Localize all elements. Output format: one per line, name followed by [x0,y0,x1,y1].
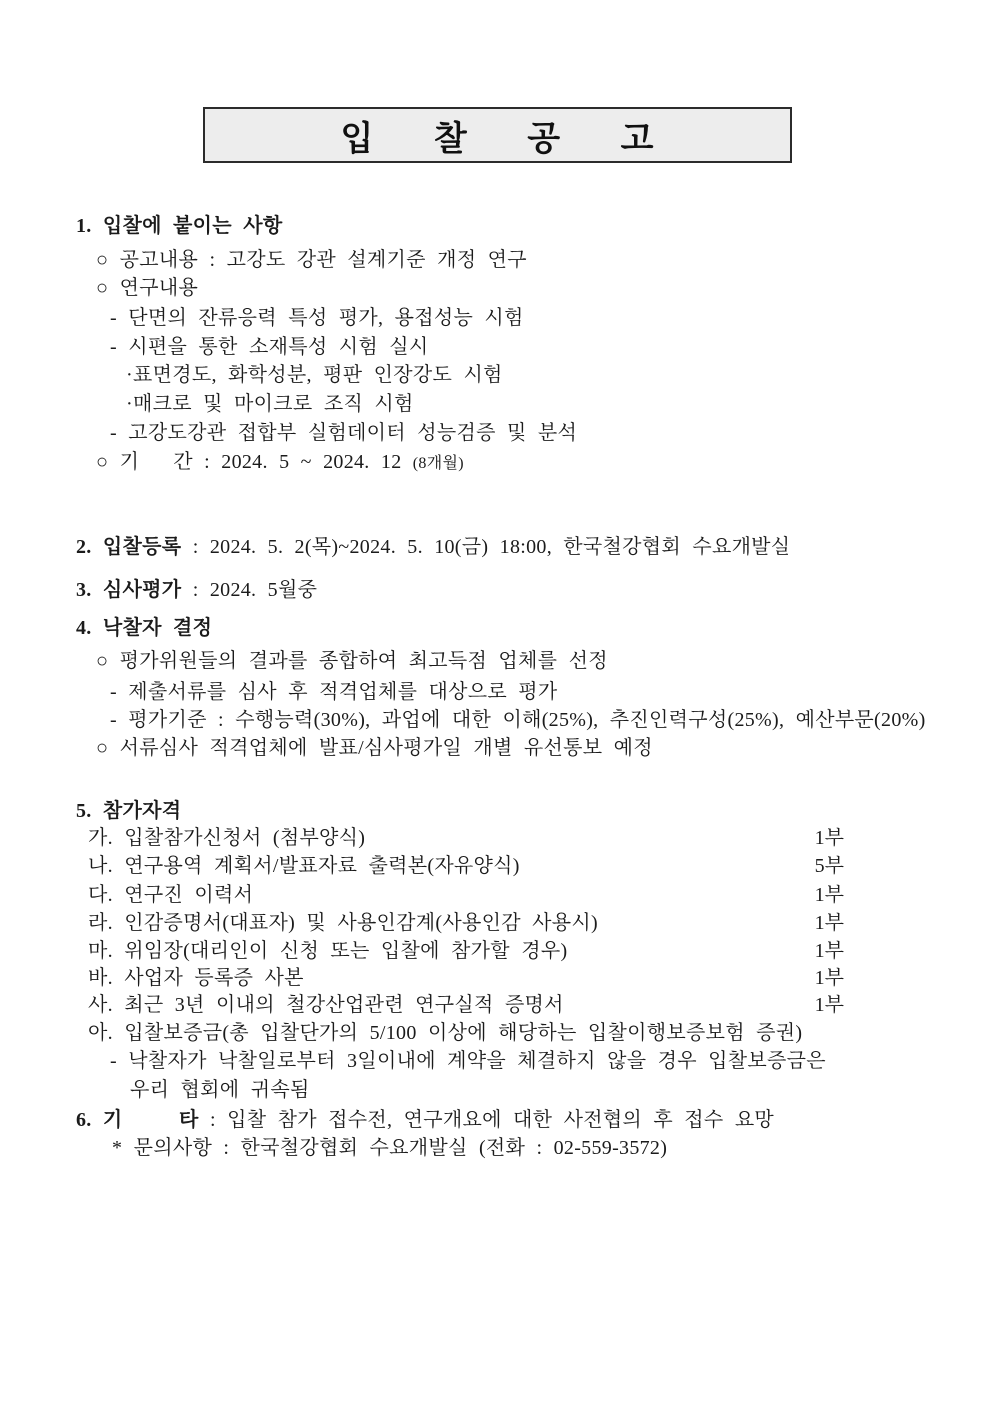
text-line [88,994,564,1017]
text-segment: 사. 최근 3년 이내의 철강산업관련 연구실적 증명서 [88,994,564,1016]
text-line [76,536,790,559]
text-segment: 우리 협회에 귀속됨 [130,1079,310,1101]
text-segment: 나. 연구용역 계획서/발표자료 출력본(자유양식) [88,855,520,877]
text-line [130,1079,310,1102]
text-line [88,855,520,878]
text-segment: 6. 기 타 [76,1109,199,1131]
text-line [96,451,464,475]
text-line [126,393,414,416]
text-segment: 4. 낙찰자 결정 [76,617,213,639]
text-line [96,277,198,300]
text-segment: : 2024. 5월중 [181,579,318,601]
text-line [110,336,429,359]
text-segment: 다. 연구진 이력서 [88,884,254,906]
copy-count: 1부 [814,940,844,962]
text-line [76,215,282,238]
text-line [88,827,365,850]
copy-count: 1부 [814,884,844,906]
text-line [96,249,527,272]
text-line [96,737,653,760]
text-line [110,709,926,732]
text-line [110,1050,826,1073]
copy-count: 5부 [814,855,844,877]
text-line [110,681,558,704]
text-segment: (8개월) [412,455,464,472]
text-segment: 바. 사업자 등록증 사본 [88,967,304,989]
text-line [88,967,304,990]
text-line [110,307,524,330]
text-segment: ○ 평가위원들의 결과를 종합하여 최고득점 업체를 선정 [96,650,608,672]
text-line [88,884,253,907]
text-segment: : 입찰 참가 접수전, 연구개요에 대한 사전협의 후 접수 요망 [198,1109,775,1131]
text-segment: ○ 공고내용 : 고강도 강관 설계기준 개정 연구 [96,249,527,271]
text-line [76,800,181,823]
text-line [126,364,503,387]
text-line [112,1137,667,1160]
text-segment: 아. 입찰보증금(총 입찰단가의 5/100 이상에 해당하는 입찰이행보증보험 증권) [88,1022,803,1044]
text-segment: 가. 입찰참가신청서 (첨부양식) [88,827,366,849]
copy-count: 1부 [814,827,844,849]
text-line [76,579,317,602]
document-title: 입 찰 공 고 [340,120,655,158]
text-segment: 마. 위임장(대리인이 신청 또는 입찰에 참가할 경우) [88,940,568,962]
text-segment: ○ 서류심사 적격업체에 발표/심사평가일 개별 유선통보 예정 [96,737,653,759]
text-segment: ·표면경도, 화학성분, 평판 인장강도 시험 [126,364,503,386]
text-segment: 3. 심사평가 [76,579,182,601]
text-line [76,617,212,640]
text-line [88,912,598,935]
text-segment: - 평가기준 : 수행능력(30%), 과업에 대한 이해(25%), 추진인력구성(25%), 예산부문(20%) [110,709,926,731]
copy-count: 1부 [814,912,844,934]
text-segment: - 시편을 통한 소재특성 시험 실시 [110,336,429,358]
text-segment: - 제출서류를 심사 후 적격업체를 대상으로 평가 [110,681,558,703]
text-segment: * 문의사항 : 한국철강협회 수요개발실 (전화 : 02-559-3572) [112,1137,668,1159]
text-segment: ·매크로 및 마이크로 조직 시험 [126,393,414,415]
text-segment: 5. 참가자격 [76,800,182,822]
text-segment: - 낙찰자가 낙찰일로부터 3일이내에 계약을 체결하지 않을 경우 입찰보증금은 [110,1050,826,1072]
title-box [203,107,792,163]
copy-count: 1부 [814,967,844,989]
text-line [88,1022,802,1045]
text-segment: ○ 기 간 : 2024. 5 ~ 2024. 12 [96,451,413,473]
text-line [88,940,567,963]
text-line [110,422,577,445]
text-segment: 1. 입찰에 붙이는 사항 [76,215,283,237]
text-segment: 라. 인감증명서(대표자) 및 사용인감계(사용인감 사용시) [88,912,598,934]
text-segment: - 고강도강관 접합부 실험데이터 성능검증 및 분석 [110,422,578,444]
text-segment: 2. 입찰등록 [76,536,182,558]
text-segment: - 단면의 잔류응력 특성 평가, 용접성능 시험 [110,307,524,329]
text-line [76,1109,774,1132]
text-line [96,650,608,673]
copy-count: 1부 [814,994,844,1016]
text-segment: : 2024. 5. 2(목)~2024. 5. 10(금) 18:00, 한국철강협회 수요개발실 [181,536,791,558]
text-segment: ○ 연구내용 [96,277,199,299]
